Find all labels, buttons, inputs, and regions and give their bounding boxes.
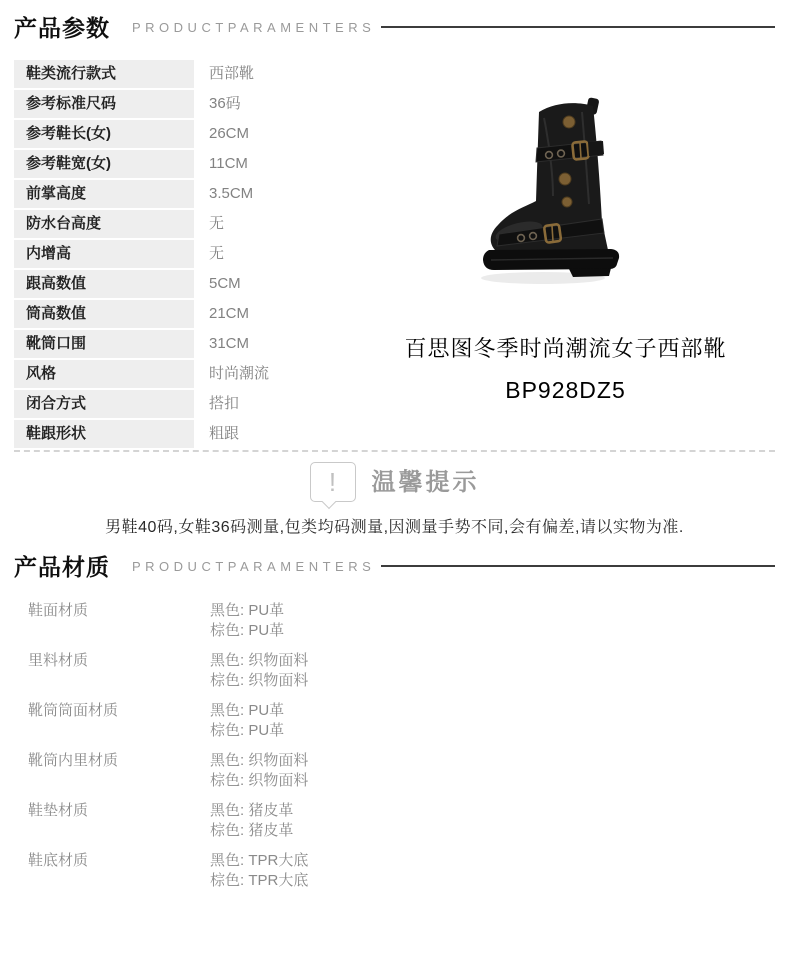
material-label: 鞋底材质: [28, 852, 89, 869]
param-label: 风格: [14, 360, 194, 388]
material-values: [210, 751, 308, 791]
exclamation-glyph: !: [328, 467, 337, 497]
param-row: [14, 240, 384, 268]
param-row: [14, 420, 384, 448]
material-value-line: 棕色: PU革: [210, 722, 285, 739]
param-label: 参考鞋宽(女): [14, 150, 194, 178]
param-row: [14, 90, 384, 118]
tips-header: [14, 462, 775, 504]
material-value-line: 黑色: PU革: [210, 602, 285, 619]
material-label: 鞋垫材质: [28, 802, 89, 819]
param-value: 11CM: [209, 155, 248, 172]
params-content-row: [14, 60, 775, 450]
param-row: [14, 60, 384, 88]
param-row: [14, 270, 384, 298]
params-title: 产品参数: [14, 14, 110, 41]
param-row: [14, 360, 384, 388]
tips-title: 温馨提示: [371, 469, 480, 496]
param-value: 3.5CM: [209, 185, 254, 202]
param-row: [14, 180, 384, 208]
header-rule-line: [381, 26, 775, 28]
param-value: 31CM: [209, 335, 250, 352]
product-model: BP928DZ5: [505, 377, 626, 403]
param-value: 5CM: [209, 275, 241, 292]
tips-text: 男鞋40码,女鞋36码测量,包类均码测量,因测量手势不同,会有偏差,请以实物为准.: [105, 519, 684, 536]
param-label: 前掌高度: [14, 180, 194, 208]
material-value-line: 棕色: 织物面料: [210, 772, 309, 789]
tips-section: [14, 452, 775, 537]
material-item: [14, 801, 775, 841]
material-value-line: 棕色: PU革: [210, 622, 285, 639]
product-column: [384, 60, 775, 450]
param-value: 无: [209, 245, 225, 262]
param-value: 21CM: [209, 305, 250, 322]
params-section-header: [14, 8, 775, 44]
param-value: 无: [209, 215, 225, 232]
material-values: [210, 701, 284, 741]
param-row: [14, 390, 384, 418]
param-label: 参考标准尺码: [14, 90, 194, 118]
material-label: 里料材质: [28, 652, 89, 669]
material-item: [14, 601, 775, 641]
material-values: [210, 601, 284, 641]
param-value: 西部靴: [209, 65, 255, 82]
material-item: [14, 701, 775, 741]
param-row: [14, 300, 384, 328]
param-row: [14, 120, 384, 148]
material-value-line: 黑色: TPR大底: [210, 852, 309, 869]
param-label: 鞋跟形状: [14, 420, 194, 448]
param-row: [14, 330, 384, 358]
material-values: [210, 801, 293, 841]
material-label: 靴筒筒面材质: [28, 702, 119, 719]
material-value-line: 黑色: 织物面料: [210, 652, 309, 669]
exclamation-icon: [310, 462, 356, 502]
material-value-line: 黑色: 猪皮革: [210, 802, 294, 819]
param-label: 参考鞋长(女): [14, 120, 194, 148]
param-row: [14, 150, 384, 178]
boot-illustration: [481, 92, 651, 292]
material-values: [210, 651, 308, 691]
param-label: 鞋类流行款式: [14, 60, 194, 88]
material-value-line: 棕色: TPR大底: [210, 872, 309, 889]
param-value: 26CM: [209, 125, 250, 142]
material-label: 靴筒内里材质: [28, 752, 119, 769]
param-label: 筒高数值: [14, 300, 194, 328]
param-value: 搭扣: [209, 395, 240, 412]
param-label: 闭合方式: [14, 390, 194, 418]
material-values: [210, 851, 308, 891]
product-boot-image: [481, 92, 651, 292]
materials-section-header: [14, 547, 775, 583]
param-label: 内增高: [14, 240, 194, 268]
material-item: [14, 851, 775, 891]
param-table: [14, 60, 384, 450]
materials-subtitle: PRODUCTPARAMENTERS: [132, 558, 376, 574]
material-item: [14, 751, 775, 791]
param-row: [14, 210, 384, 238]
header-rule-line: [381, 565, 775, 567]
param-value: 粗跟: [209, 425, 240, 442]
material-item: [14, 651, 775, 691]
materials-list: [14, 601, 775, 891]
product-title: 百思图冬季时尚潮流女子西部靴: [404, 336, 727, 361]
param-value: 时尚潮流: [209, 365, 270, 382]
param-label: 靴筒口围: [14, 330, 194, 358]
speech-bubble-tail: [321, 495, 335, 509]
material-value-line: 棕色: 猪皮革: [210, 822, 294, 839]
material-value-line: 黑色: PU革: [210, 702, 285, 719]
material-value-line: 棕色: 织物面料: [210, 672, 309, 689]
param-label: 防水台高度: [14, 210, 194, 238]
param-label: 跟高数值: [14, 270, 194, 298]
materials-title: 产品材质: [14, 553, 110, 580]
params-subtitle: PRODUCTPARAMENTERS: [132, 19, 376, 35]
param-value: 36码: [209, 95, 241, 112]
material-label: 鞋面材质: [28, 602, 89, 619]
material-value-line: 黑色: 织物面料: [210, 752, 309, 769]
